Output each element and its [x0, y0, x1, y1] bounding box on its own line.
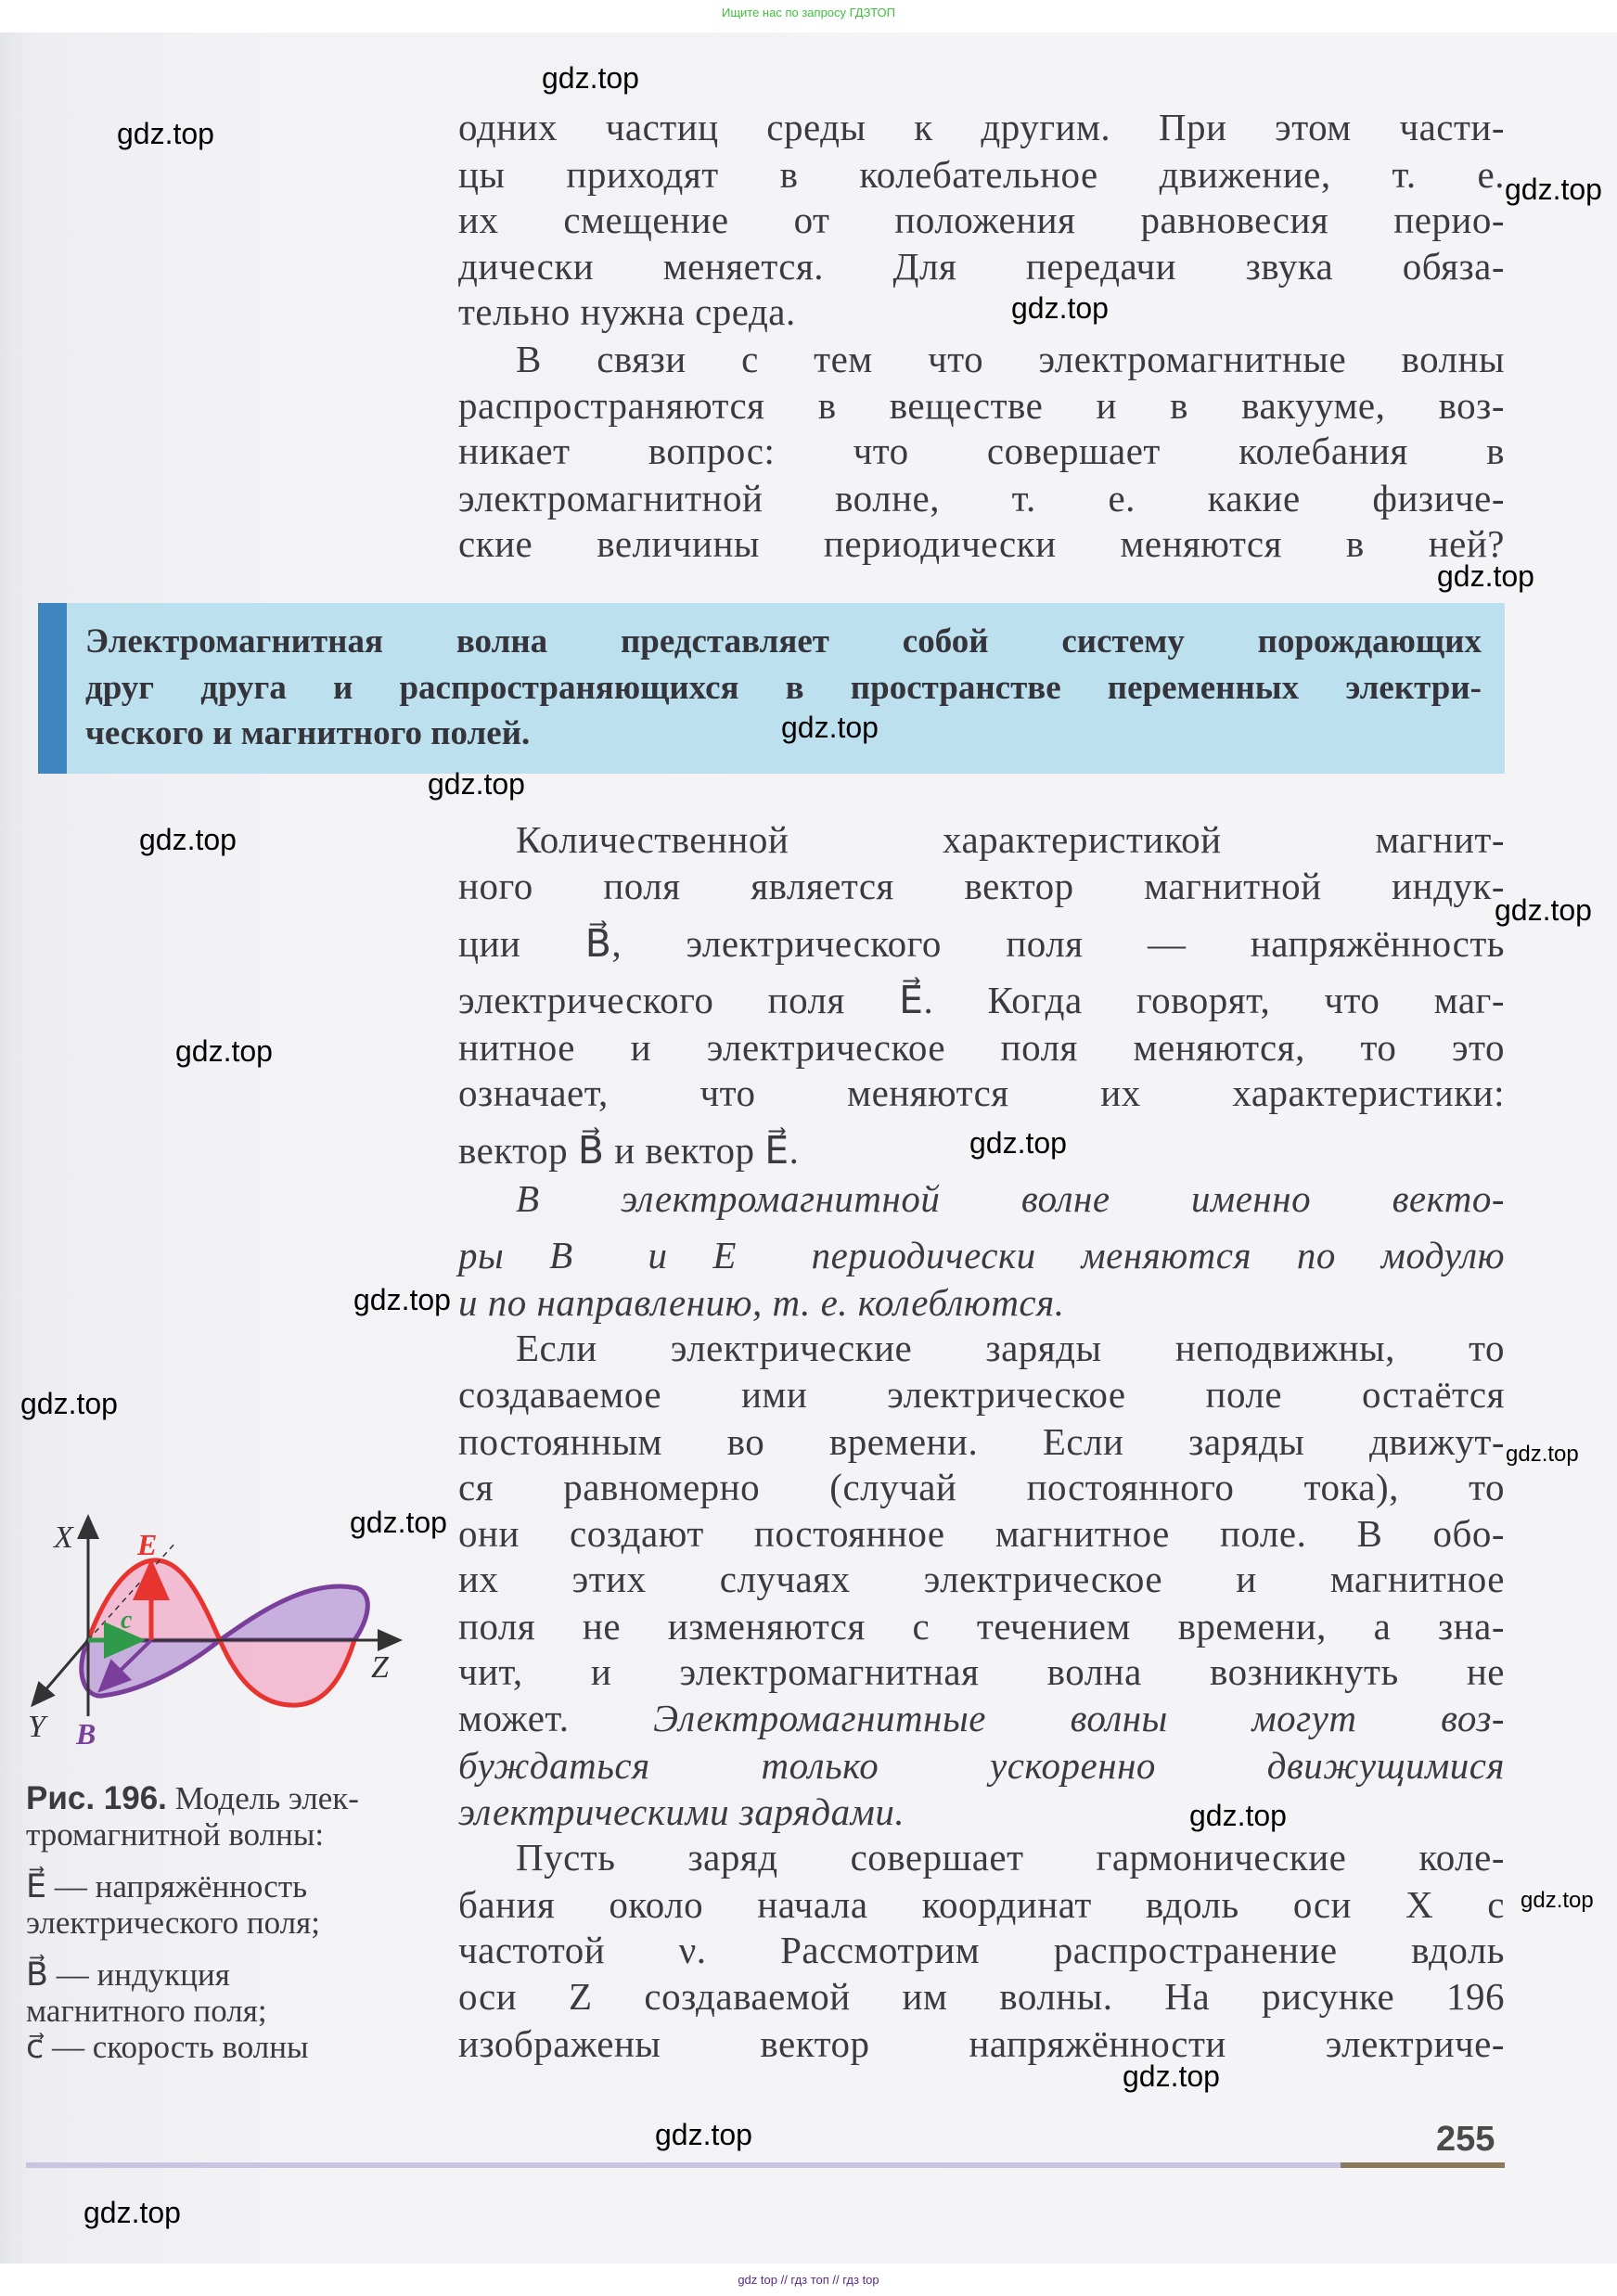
caption-text: тромагнитной волны: [26, 1816, 325, 1853]
text-line [458, 1232, 1505, 1278]
text-line [458, 243, 1505, 289]
page-number: 255 [1436, 2120, 1495, 2159]
b-label: B⃗ [76, 1717, 120, 1751]
definition-line: друг друга и распространяющихся в пространстве переменных электри- [85, 669, 1482, 707]
text-segment: электрическими зарядами. [458, 1790, 905, 1833]
text-segment: оси Z создаваемой им волны. На рисунке 196 [458, 1975, 1505, 2018]
text-line [458, 1279, 1505, 1326]
text-line [516, 1325, 1505, 1371]
watermark-text: gdz.top [350, 1506, 447, 1539]
text-line [458, 520, 1505, 567]
text-line [458, 920, 1505, 967]
text-segment: дически меняется. Для передачи звука обяза- [458, 245, 1505, 288]
caption-text: B⃗ — индукция [26, 1956, 230, 1993]
watermark-text: gdz.top [1123, 2059, 1220, 2093]
watermark-text: gdz.top [1437, 559, 1534, 593]
axis-x-label: X [54, 1520, 73, 1555]
text-segment: цы приходят в колебательное движение, т. е. [458, 153, 1505, 196]
text-segment: ры B⃗ и E⃗ периодически меняются по модулю [458, 1234, 1505, 1276]
text-line [458, 197, 1505, 243]
watermark-text: gdz.top [117, 117, 214, 150]
text-line [458, 1881, 1505, 1928]
text-line [458, 1648, 1505, 1695]
text-segment: ся равномерно (случай постоянного тока), то [458, 1466, 1505, 1508]
text-segment: поля не изменяются с течением времени, а зна- [458, 1605, 1505, 1648]
watermark-text: gdz.top [781, 711, 879, 744]
text-line [458, 289, 1505, 335]
text-segment: тельно нужна среда. [458, 290, 796, 333]
watermark-text: gdz.top [1506, 1442, 1579, 1467]
text-line [516, 336, 1505, 382]
text-segment: Количественной характеристикой магнит- [516, 818, 1505, 861]
caption-text: магнитного поля; [26, 1993, 267, 2029]
text-segment: В связи с тем что электромагнитные волны [516, 338, 1505, 380]
caption-line [26, 1780, 416, 1817]
text-segment: чит, и электромагнитная волна возникнуть не [458, 1650, 1505, 1693]
text-segment: ного поля является вектор магнитной индук- [458, 865, 1505, 907]
text-line [458, 1418, 1505, 1465]
text-segment: Если электрические заряды неподвижны, то [516, 1327, 1505, 1369]
text-segment: электрического поля E⃗. Когда говорят, что маг- [458, 979, 1505, 1021]
text-segment: буждаться только ускоренно движущимися [458, 1744, 1505, 1787]
text-segment: означает, что меняются их характеристики: [458, 1071, 1505, 1114]
text-line [458, 977, 1505, 1023]
caption-line [26, 1993, 416, 2030]
text-line [458, 151, 1505, 198]
caption-text: электрического поля; [26, 1905, 320, 1941]
watermark-text: gdz.top [83, 2196, 181, 2229]
watermark-text: gdz.top [542, 61, 639, 95]
watermark-text: gdz.top [139, 823, 237, 856]
bottom-banner: gdz top // гдз топ // гдз top [738, 2273, 879, 2287]
figure-number: Рис. 196. [26, 1780, 167, 1816]
text-line [458, 1556, 1505, 1602]
text-line [458, 428, 1505, 474]
watermark-text: gdz.top [1011, 291, 1109, 325]
text-line [458, 1024, 1505, 1071]
text-line [458, 1464, 1505, 1510]
watermark-text: gdz.top [969, 1126, 1067, 1160]
text-segment: может. [458, 1697, 654, 1739]
text-segment: постоянным во времени. Если заряды движут- [458, 1420, 1505, 1463]
text-line [516, 1175, 1505, 1222]
footer-rule [26, 2162, 1505, 2168]
text-segment: и по направлению, т. е. колеблются. [458, 1281, 1065, 1324]
text-segment: В электромагнитной волне именно векто- [516, 1177, 1505, 1220]
definition-line: Электромагнитная волна представляет собой систему порождающих [85, 622, 1482, 661]
watermark-text: gdz.top [1505, 173, 1602, 206]
watermark-text: gdz.top [428, 767, 525, 801]
watermark-text: gdz.top [175, 1034, 273, 1068]
caption-text: E⃗ — напряжённость [26, 1868, 308, 1905]
text-line [458, 1742, 1505, 1789]
caption-line [26, 1905, 416, 1942]
text-line [458, 2020, 1505, 2067]
text-line [516, 1834, 1505, 1880]
caption-text: c⃗ — скорость волны [26, 2029, 309, 2065]
watermark-text: gdz.top [353, 1283, 451, 1316]
top-banner: Ищите нас по запросу ГДЗТОП [721, 6, 895, 19]
text-segment: бания около начала координат вдоль оси X с [458, 1883, 1505, 1926]
text-segment: их смещение от положения равновесия перио- [458, 199, 1505, 241]
definition-stripe [38, 603, 67, 774]
text-line [458, 1603, 1505, 1649]
text-segment: ции B⃗, электрического поля — напряжённость [458, 922, 1505, 965]
text-line [516, 816, 1505, 863]
text-line [458, 1927, 1505, 1973]
italic-segment: Электромагнитные волны могут воз- [653, 1697, 1505, 1739]
text-line [458, 1973, 1505, 2020]
text-segment: они создают постоянное магнитное поле. В обо- [458, 1512, 1505, 1555]
text-segment: создаваемое ими электрическое поле остаётся [458, 1373, 1505, 1416]
text-segment: вектор B⃗ и вектор E⃗. [458, 1129, 800, 1172]
text-segment: ские величины периодически меняются в ней? [458, 522, 1505, 565]
caption-line [26, 1816, 416, 1853]
text-line [458, 863, 1505, 909]
text-line [458, 1070, 1505, 1116]
text-segment: никает вопрос: что совершает колебания в [458, 430, 1505, 472]
watermark-text: gdz.top [1495, 893, 1592, 927]
caption-line [26, 2029, 416, 2066]
axis-z-label: Z [371, 1650, 389, 1685]
text-line [458, 1789, 1505, 1835]
text-line [458, 475, 1505, 521]
watermark-text: gdz.top [655, 2118, 752, 2151]
c-label: c⃗ [121, 1606, 153, 1635]
caption-line [26, 1868, 416, 1905]
text-line [458, 1371, 1505, 1417]
footer-rule-accent [1341, 2162, 1505, 2168]
text-line [458, 1695, 1505, 1741]
watermark-text: gdz.top [20, 1387, 118, 1420]
watermark-text: gdz.top [1521, 1888, 1594, 1913]
text-segment: одних частиц среды к другим. При этом части- [458, 106, 1505, 148]
text-segment: нитное и электрическое поля меняются, то это [458, 1026, 1505, 1069]
axis-y-label: Y [28, 1710, 45, 1744]
text-segment: электромагнитной волне, т. е. какие физиче- [458, 477, 1505, 519]
text-segment: частотой ν. Рассмотрим распространение вдоль [458, 1929, 1505, 1971]
text-line [458, 104, 1505, 150]
caption-line [26, 1956, 416, 1994]
e-label: E⃗ [137, 1528, 181, 1561]
text-segment: изображены вектор напряжённости электриче- [458, 2022, 1505, 2065]
definition-line: ческого и магнитного полей. [85, 714, 531, 752]
text-segment: распространяются в веществе и в вакууме, воз- [458, 384, 1505, 427]
text-line [458, 1510, 1505, 1557]
text-segment: Пусть заряд совершает гармонические коле- [516, 1836, 1505, 1879]
watermark-text: gdz.top [1189, 1799, 1287, 1832]
text-segment: их этих случаях электрическое и магнитное [458, 1558, 1505, 1600]
text-line [458, 382, 1505, 429]
caption-text: Модель элек- [166, 1780, 359, 1816]
